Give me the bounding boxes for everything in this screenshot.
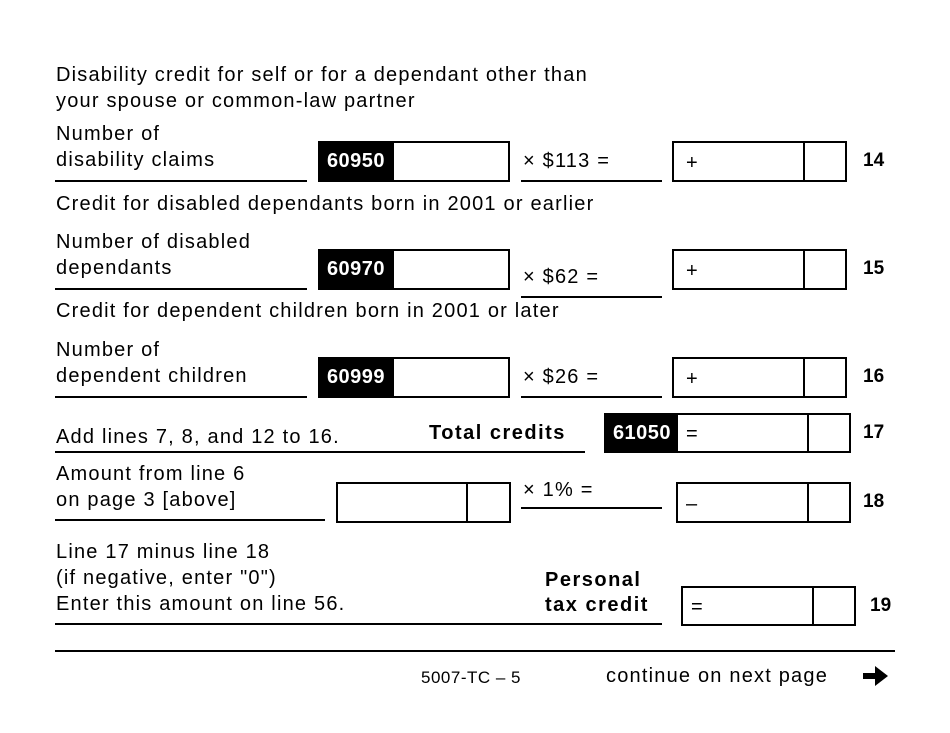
label-underline: [55, 519, 325, 521]
field-code-60950: 60950: [318, 141, 394, 182]
field-code-61050: 61050: [604, 413, 680, 453]
total-credits-title: Total credits: [429, 422, 566, 444]
line-number-15: 15: [863, 258, 885, 279]
line6-amount-input[interactable]: [336, 482, 511, 523]
disabled-dependants-header: Credit for disabled dependants born in 2001 or earlier: [56, 193, 595, 215]
personal-tax-credit-amount-field[interactable]: [681, 586, 856, 626]
form-page-id: 5007-TC – 5: [421, 668, 521, 687]
total-credits-amount-field[interactable]: [676, 413, 851, 453]
label-underline: [55, 451, 585, 453]
disability-claims-label-line2: disability claims: [56, 149, 216, 171]
cents-divider: [803, 251, 805, 288]
equals-sign: =: [686, 423, 698, 445]
cents-divider: [807, 415, 809, 451]
multiplier-underline: [521, 507, 662, 509]
personal-tax-credit-title-line1: Personal: [545, 569, 642, 591]
cents-divider: [803, 143, 805, 180]
line18-multiplier: × 1% =: [523, 479, 594, 501]
section-heading-line1: Disability credit for self or for a dependant other than: [56, 64, 588, 86]
multiplier-underline: [521, 396, 662, 398]
disability-claims-input[interactable]: [392, 141, 510, 182]
dependent-children-amount-field[interactable]: [672, 357, 847, 398]
disabled-dependants-multiplier: × $62 =: [523, 266, 600, 288]
line19-label-line3: Enter this amount on line 56.: [56, 593, 346, 615]
label-underline: [55, 288, 307, 290]
disabled-dependants-label-line1: Number of disabled: [56, 231, 252, 253]
plus-sign: +: [686, 368, 698, 390]
field-code-60999: 60999: [318, 357, 394, 398]
line-number-19: 19: [870, 595, 892, 616]
line18-label-line2: on page 3 [above]: [56, 489, 237, 511]
field-code-60970: 60970: [318, 249, 394, 290]
personal-tax-credit-title-line2: tax credit: [545, 594, 649, 616]
line19-label-line2: (if negative, enter "0"): [56, 567, 277, 589]
label-underline: [55, 623, 662, 625]
continue-next-page-text: continue on next page: [606, 665, 829, 687]
section-heading-line2: your spouse or common-law partner: [56, 90, 416, 112]
disabled-dependants-label-line2: dependants: [56, 257, 173, 279]
line-number-18: 18: [863, 491, 885, 512]
line19-label-line1: Line 17 minus line 18: [56, 541, 271, 563]
multiplier-underline: [521, 180, 662, 182]
total-credits-instruction: Add lines 7, 8, and 12 to 16.: [56, 426, 340, 448]
cents-divider: [807, 484, 809, 521]
disability-claims-amount-field[interactable]: [672, 141, 847, 182]
disability-claims-multiplier: × $113 =: [523, 150, 611, 172]
label-underline: [55, 396, 307, 398]
dependent-children-label-line2: dependent children: [56, 365, 248, 387]
cents-divider: [812, 588, 814, 624]
dependent-children-label-line1: Number of: [56, 339, 161, 361]
cents-divider: [803, 359, 805, 396]
cents-divider: [466, 484, 468, 521]
arrow-right-icon: [861, 664, 889, 688]
equals-sign: =: [691, 596, 703, 618]
disabled-dependants-amount-field[interactable]: [672, 249, 847, 290]
line-number-16: 16: [863, 366, 885, 387]
dependent-children-multiplier: × $26 =: [523, 366, 600, 388]
line18-amount-field[interactable]: [676, 482, 851, 523]
dependent-children-input[interactable]: [392, 357, 510, 398]
line18-label-line1: Amount from line 6: [56, 463, 246, 485]
plus-sign: +: [686, 152, 698, 174]
line-number-17: 17: [863, 422, 885, 443]
plus-sign: +: [686, 260, 698, 282]
dependent-children-header: Credit for dependent children born in 2001 or later: [56, 300, 560, 322]
minus-sign: –: [686, 493, 698, 515]
disabled-dependants-input[interactable]: [392, 249, 510, 290]
disability-claims-label-line1: Number of: [56, 123, 161, 145]
line-number-14: 14: [863, 150, 885, 171]
label-underline: [55, 180, 307, 182]
footer-rule: [55, 650, 895, 652]
